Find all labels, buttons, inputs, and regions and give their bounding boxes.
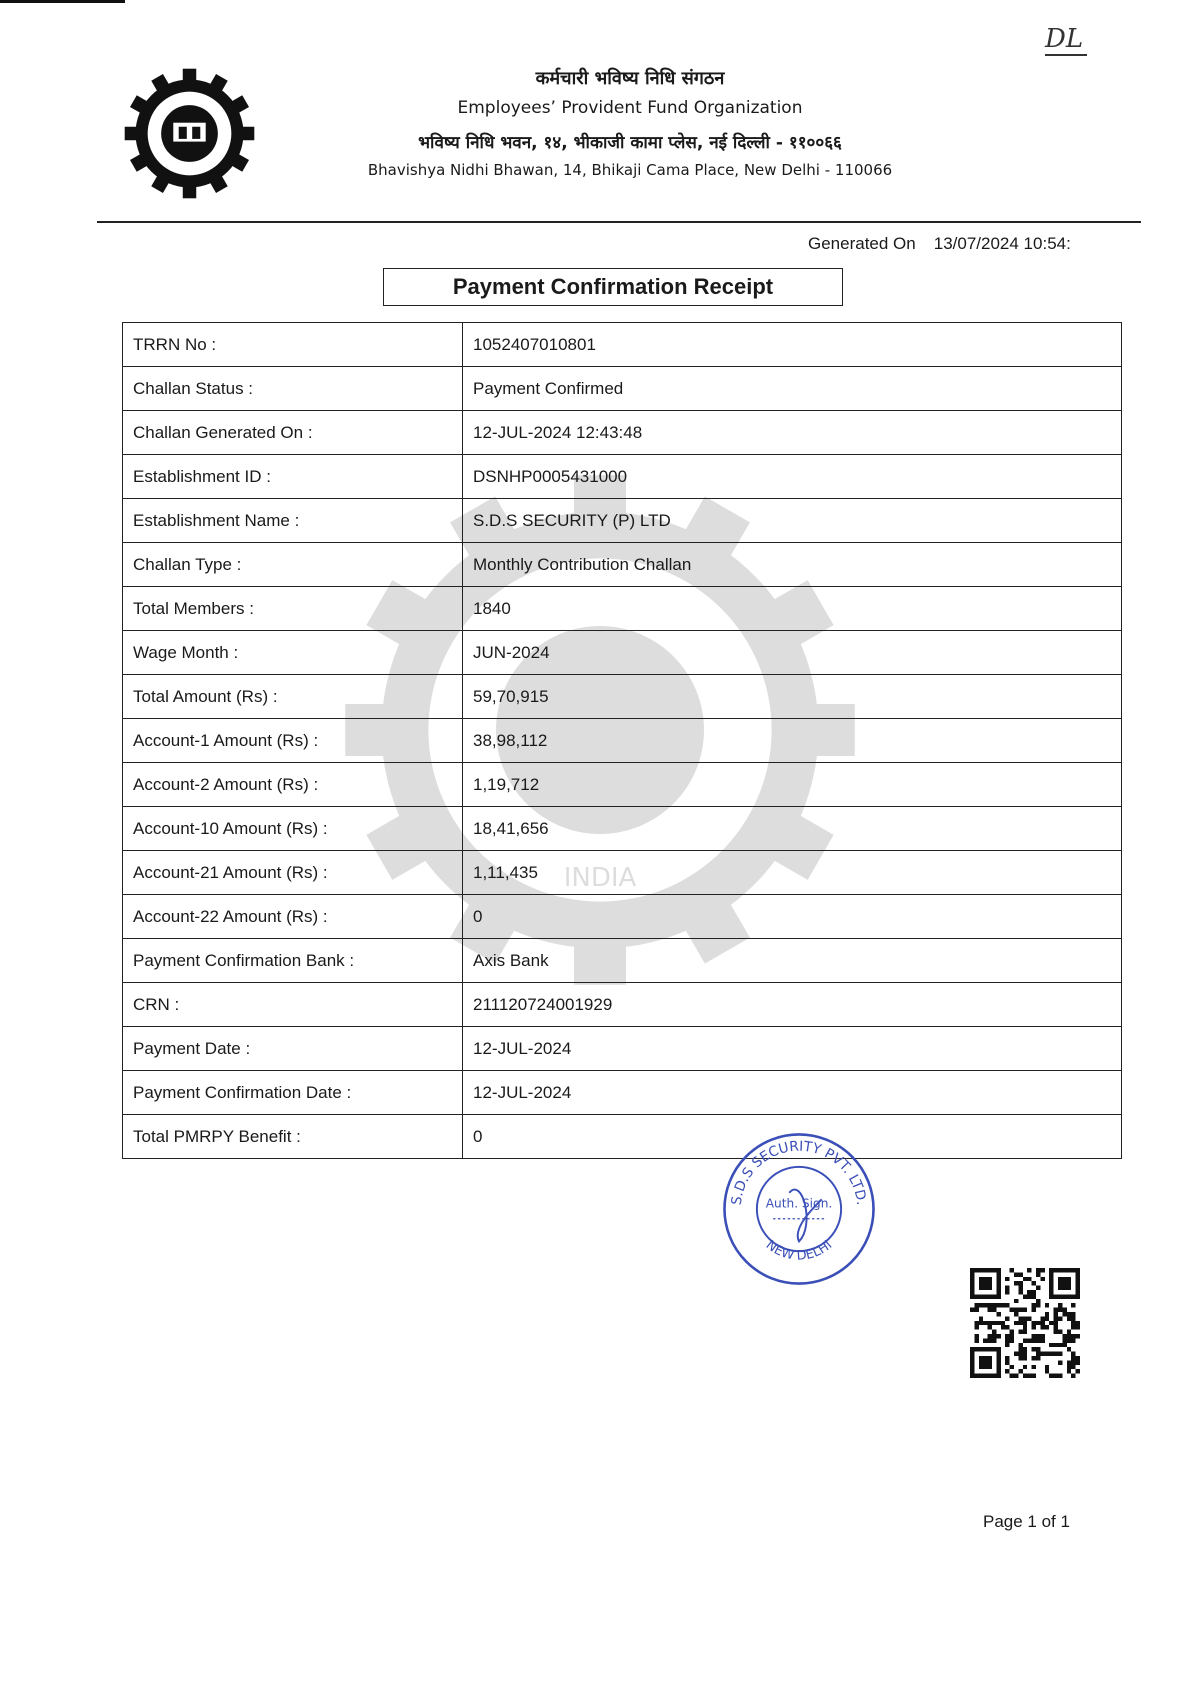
epfo-logo (122, 66, 257, 201)
table-row (123, 939, 1122, 983)
table-row (123, 851, 1122, 895)
watermark-bharat: भारत (574, 899, 626, 930)
row-label: Account-10 Amount (Rs) : (123, 807, 463, 851)
row-label: CRN : (123, 983, 463, 1027)
table-row (123, 1071, 1122, 1115)
header-divider (97, 221, 1141, 223)
row-value: 59,70,915 (463, 675, 1122, 719)
row-value: 12-JUL-2024 (463, 1027, 1122, 1071)
organization-header (330, 66, 930, 179)
table-row (123, 1027, 1122, 1071)
receipt-title: Payment Confirmation Receipt (383, 268, 843, 306)
row-label: Challan Type : (123, 543, 463, 587)
row-value: 211120724001929 (463, 983, 1122, 1027)
row-value: Payment Confirmed (463, 367, 1122, 411)
row-label: TRRN No : (123, 323, 463, 367)
row-label: Establishment ID : (123, 455, 463, 499)
row-label: Challan Generated On : (123, 411, 463, 455)
address-english: Bhavishya Nidhi Bhawan, 14, Bhikaji Cama Place, New Delhi - 110066 (367, 161, 893, 179)
address-hindi: भविष्य निधि भवन, १४, भीकाजी कामा प्लेस, नई दिल्ली - ११००६६ (418, 133, 842, 153)
stamp-city: NEW DELHI (762, 1237, 836, 1264)
table-row (123, 807, 1122, 851)
row-label: Total PMRPY Benefit : (123, 1115, 463, 1159)
row-label: Wage Month : (123, 631, 463, 675)
row-value: JUN-2024 (463, 631, 1122, 675)
generated-on-label: Generated On (808, 234, 916, 253)
qr-code (970, 1268, 1080, 1378)
table-row (123, 763, 1122, 807)
generated-on (808, 234, 1071, 254)
row-value: 1,11,435 (463, 851, 1122, 895)
row-value: Monthly Contribution Challan (463, 543, 1122, 587)
row-label: Establishment Name : (123, 499, 463, 543)
row-label: Account-22 Amount (Rs) : (123, 895, 463, 939)
receipt-details-table (122, 322, 1122, 1159)
table-row (123, 323, 1122, 367)
org-name-hindi: कर्मचारी भविष्य निधि संगठन (535, 68, 725, 89)
row-label: Challan Status : (123, 367, 463, 411)
table-row (123, 1115, 1122, 1159)
table-row (123, 367, 1122, 411)
row-value: 0 (463, 895, 1122, 939)
row-value: 18,41,656 (463, 807, 1122, 851)
row-label: Account-2 Amount (Rs) : (123, 763, 463, 807)
row-label: Payment Confirmation Bank : (123, 939, 463, 983)
table-row (123, 499, 1122, 543)
org-name-english: Employees’ Provident Fund Organization (457, 98, 803, 118)
company-stamp (718, 1128, 880, 1290)
row-value: 12-JUL-2024 (463, 1071, 1122, 1115)
row-label: Total Members : (123, 587, 463, 631)
scan-corner-mark (0, 0, 125, 3)
table-row (123, 631, 1122, 675)
generated-on-value: 13/07/2024 10:54: (933, 234, 1071, 253)
row-value: S.D.S SECURITY (P) LTD (463, 499, 1122, 543)
table-row (123, 543, 1122, 587)
table-row (123, 587, 1122, 631)
row-value: 1,19,712 (463, 763, 1122, 807)
stamp-company-name: S.D.S SECURITY PVT. LTD. (728, 1138, 870, 1207)
row-label: Payment Date : (123, 1027, 463, 1071)
row-label: Account-21 Amount (Rs) : (123, 851, 463, 895)
table-row (123, 455, 1122, 499)
page-number: Page 1 of 1 (983, 1512, 1070, 1531)
row-value: 0 (463, 1115, 1122, 1159)
stamp-sign-label: Auth. Sign. (765, 1196, 833, 1211)
row-value: 38,98,112 (463, 719, 1122, 763)
row-value: 12-JUL-2024 12:43:48 (463, 411, 1122, 455)
table-row (123, 983, 1122, 1027)
row-value: Axis Bank (463, 939, 1122, 983)
table-row (123, 719, 1122, 763)
table-row (123, 895, 1122, 939)
table-row (123, 411, 1122, 455)
row-label: Account-1 Amount (Rs) : (123, 719, 463, 763)
row-value: DSNHP0005431000 (463, 455, 1122, 499)
handwritten-initials: DL (1045, 24, 1084, 54)
watermark-india: INDIA (563, 863, 637, 893)
row-value: 1052407010801 (463, 323, 1122, 367)
row-label: Payment Confirmation Date : (123, 1071, 463, 1115)
row-value: 1840 (463, 587, 1122, 631)
table-row (123, 675, 1122, 719)
row-label: Total Amount (Rs) : (123, 675, 463, 719)
